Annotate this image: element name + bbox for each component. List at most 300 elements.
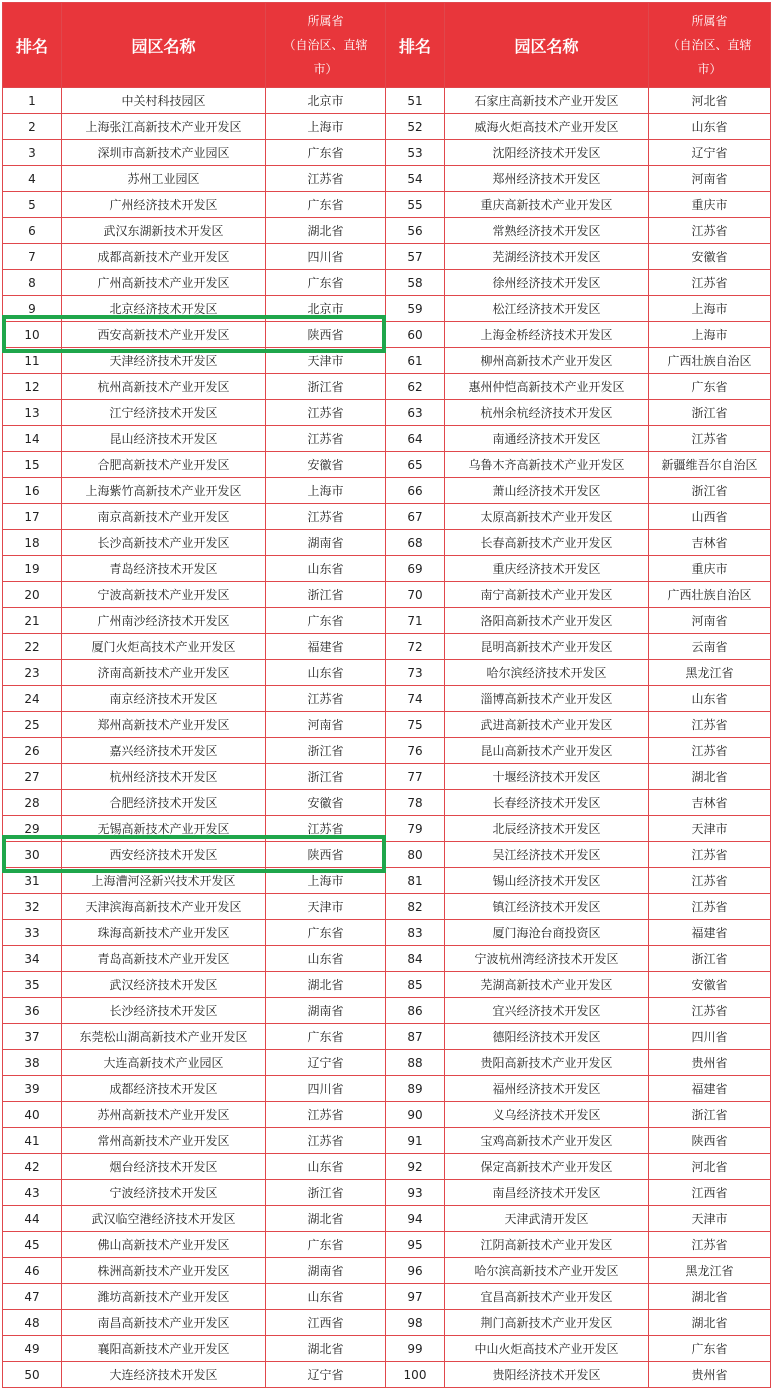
province-cell: 福建省 [266,634,386,660]
rank-cell: 7 [3,244,62,270]
park-name-cell: 西安高新技术产业开发区 [62,322,266,348]
rank-cell: 59 [386,296,445,322]
rank-cell: 9 [3,296,62,322]
header-row [3,3,771,88]
park-name-cell: 西安经济技术开发区 [62,842,266,868]
table-row [3,218,771,244]
province-cell: 浙江省 [266,374,386,400]
table-row [3,1362,771,1388]
park-name-cell: 重庆高新技术产业开发区 [445,192,649,218]
rank-cell: 22 [3,634,62,660]
rank-cell: 35 [3,972,62,998]
rank-cell: 80 [386,842,445,868]
park-name-cell: 南京经济技术开发区 [62,686,266,712]
park-name-cell: 广州高新技术产业开发区 [62,270,266,296]
province-cell: 浙江省 [266,764,386,790]
rank-cell: 90 [386,1102,445,1128]
province-cell: 广东省 [649,1336,771,1362]
rank-cell: 94 [386,1206,445,1232]
rank-cell: 52 [386,114,445,140]
rank-cell: 38 [3,1050,62,1076]
park-name-cell: 常熟经济技术开发区 [445,218,649,244]
park-name-cell: 宁波经济技术开发区 [62,1180,266,1206]
table-row [3,946,771,972]
header-province-left [266,3,386,88]
header-rank-left: 排名 [3,3,62,88]
park-name-cell: 苏州工业园区 [62,166,266,192]
province-cell: 陕西省 [266,322,386,348]
park-name-cell: 荆门高新技术产业开发区 [445,1310,649,1336]
rank-cell: 26 [3,738,62,764]
park-name-cell: 武汉东湖新技术开发区 [62,218,266,244]
rank-cell: 91 [386,1128,445,1154]
table-row [3,88,771,114]
park-name-cell: 哈尔滨经济技术开发区 [445,660,649,686]
table-row [3,998,771,1024]
province-cell: 河南省 [649,608,771,634]
park-name-cell: 萧山经济技术开发区 [445,478,649,504]
park-name-cell: 襄阳高新技术产业开发区 [62,1336,266,1362]
province-cell: 山东省 [649,114,771,140]
rank-cell: 28 [3,790,62,816]
province-cell: 天津市 [649,1206,771,1232]
rank-cell: 95 [386,1232,445,1258]
park-name-cell: 成都高新技术产业开发区 [62,244,266,270]
park-name-cell: 上海漕河泾新兴技术开发区 [62,868,266,894]
ranking-table-container [2,2,770,1388]
park-name-cell: 珠海高新技术产业开发区 [62,920,266,946]
rank-cell: 66 [386,478,445,504]
province-cell: 江苏省 [266,400,386,426]
rank-cell: 3 [3,140,62,166]
park-name-cell: 天津经济技术开发区 [62,348,266,374]
rank-cell: 78 [386,790,445,816]
park-name-cell: 松江经济技术开发区 [445,296,649,322]
rank-cell: 56 [386,218,445,244]
park-name-cell: 杭州经济技术开发区 [62,764,266,790]
province-cell: 江苏省 [649,270,771,296]
table-row [3,400,771,426]
table-row [3,322,771,348]
table-row [3,790,771,816]
province-cell: 湖北省 [649,1310,771,1336]
park-name-cell: 宁波高新技术产业开发区 [62,582,266,608]
province-cell: 浙江省 [266,582,386,608]
province-cell: 四川省 [649,1024,771,1050]
province-cell: 天津市 [266,894,386,920]
table-row [3,1128,771,1154]
header-province-line3: 市） [313,62,338,76]
rank-cell: 54 [386,166,445,192]
province-cell: 上海市 [649,296,771,322]
park-name-cell: 十堰经济技术开发区 [445,764,649,790]
rank-cell: 67 [386,504,445,530]
province-cell: 江苏省 [266,686,386,712]
rank-cell: 25 [3,712,62,738]
table-row [3,894,771,920]
province-cell: 福建省 [649,920,771,946]
rank-cell: 31 [3,868,62,894]
province-cell: 广东省 [649,374,771,400]
table-row [3,1258,771,1284]
rank-cell: 99 [386,1336,445,1362]
province-cell: 吉林省 [649,530,771,556]
park-name-cell: 石家庄高新技术产业开发区 [445,88,649,114]
province-cell: 江苏省 [649,218,771,244]
rank-cell: 16 [3,478,62,504]
park-name-cell: 哈尔滨高新技术产业开发区 [445,1258,649,1284]
park-name-cell: 大连高新技术产业园区 [62,1050,266,1076]
rank-cell: 88 [386,1050,445,1076]
table-row [3,166,771,192]
province-cell: 云南省 [649,634,771,660]
table-row [3,270,771,296]
park-name-cell: 中关村科技园区 [62,88,266,114]
park-name-cell: 大连经济技术开发区 [62,1362,266,1388]
rank-cell: 70 [386,582,445,608]
rank-cell: 81 [386,868,445,894]
rank-cell: 33 [3,920,62,946]
park-name-cell: 烟台经济技术开发区 [62,1154,266,1180]
province-cell: 山西省 [649,504,771,530]
province-cell: 福建省 [649,1076,771,1102]
table-row [3,530,771,556]
province-cell: 江苏省 [266,504,386,530]
province-cell: 浙江省 [649,1102,771,1128]
province-cell: 陕西省 [649,1128,771,1154]
park-name-cell: 武进高新技术产业开发区 [445,712,649,738]
park-name-cell: 济南高新技术产业开发区 [62,660,266,686]
table-row [3,426,771,452]
table-row [3,296,771,322]
rank-cell: 72 [386,634,445,660]
park-name-cell: 德阳经济技术开发区 [445,1024,649,1050]
province-cell: 浙江省 [266,738,386,764]
province-cell: 广东省 [266,192,386,218]
rank-cell: 49 [3,1336,62,1362]
province-cell: 四川省 [266,244,386,270]
table-row [3,634,771,660]
rank-cell: 13 [3,400,62,426]
table-row [3,1102,771,1128]
table-row [3,192,771,218]
table-row [3,1154,771,1180]
table-row [3,1206,771,1232]
province-cell: 湖南省 [266,1258,386,1284]
park-name-cell: 杭州高新技术产业开发区 [62,374,266,400]
park-name-cell: 贵阳高新技术产业开发区 [445,1050,649,1076]
park-name-cell: 成都经济技术开发区 [62,1076,266,1102]
rank-cell: 39 [3,1076,62,1102]
rank-cell: 87 [386,1024,445,1050]
province-cell: 黑龙江省 [649,660,771,686]
park-name-cell: 江宁经济技术开发区 [62,400,266,426]
park-name-cell: 厦门火炬高技术产业开发区 [62,634,266,660]
park-name-cell: 淄博高新技术产业开发区 [445,686,649,712]
table-row [3,1050,771,1076]
rank-cell: 5 [3,192,62,218]
park-name-cell: 杭州余杭经济技术开发区 [445,400,649,426]
province-cell: 江苏省 [649,426,771,452]
rank-cell: 65 [386,452,445,478]
park-name-cell: 南昌高新技术产业开发区 [62,1310,266,1336]
table-row [3,608,771,634]
table-row [3,582,771,608]
province-cell: 湖北省 [649,764,771,790]
province-cell: 上海市 [266,868,386,894]
province-cell: 湖北省 [266,972,386,998]
rank-cell: 58 [386,270,445,296]
province-cell: 浙江省 [266,1180,386,1206]
park-name-cell: 合肥经济技术开发区 [62,790,266,816]
rank-cell: 98 [386,1310,445,1336]
park-name-cell: 太原高新技术产业开发区 [445,504,649,530]
table-row [3,556,771,582]
province-cell: 山东省 [266,946,386,972]
rank-cell: 85 [386,972,445,998]
table-row [3,764,771,790]
province-cell: 浙江省 [649,946,771,972]
province-cell: 辽宁省 [266,1362,386,1388]
park-name-cell: 武汉经济技术开发区 [62,972,266,998]
province-cell: 辽宁省 [266,1050,386,1076]
park-name-cell: 吴江经济技术开发区 [445,842,649,868]
rank-cell: 77 [386,764,445,790]
table-row [3,686,771,712]
province-cell: 河南省 [266,712,386,738]
rank-cell: 19 [3,556,62,582]
rank-cell: 32 [3,894,62,920]
park-name-cell: 青岛经济技术开发区 [62,556,266,582]
province-cell: 山东省 [266,1284,386,1310]
province-cell: 新疆维吾尔自治区 [649,452,771,478]
rank-cell: 30 [3,842,62,868]
province-cell: 江苏省 [266,426,386,452]
rank-cell: 86 [386,998,445,1024]
header-province-line2: （自治区、直辖 [667,38,752,52]
rank-cell: 93 [386,1180,445,1206]
rank-cell: 41 [3,1128,62,1154]
park-name-cell: 惠州仲恺高新技术产业开发区 [445,374,649,400]
park-name-cell: 苏州高新技术产业开发区 [62,1102,266,1128]
park-name-cell: 沈阳经济技术开发区 [445,140,649,166]
rank-cell: 55 [386,192,445,218]
park-name-cell: 昆明高新技术产业开发区 [445,634,649,660]
header-province-line1: 所属省 [691,14,728,28]
rank-cell: 83 [386,920,445,946]
rank-cell: 44 [3,1206,62,1232]
park-name-cell: 徐州经济技术开发区 [445,270,649,296]
province-cell: 江西省 [266,1310,386,1336]
table-row [3,504,771,530]
rank-cell: 23 [3,660,62,686]
rank-cell: 15 [3,452,62,478]
rank-cell: 37 [3,1024,62,1050]
province-cell: 江苏省 [649,998,771,1024]
table-row [3,972,771,998]
rank-cell: 12 [3,374,62,400]
province-cell: 浙江省 [649,478,771,504]
rank-cell: 71 [386,608,445,634]
rank-cell: 64 [386,426,445,452]
table-row [3,1076,771,1102]
province-cell: 河北省 [649,1154,771,1180]
park-name-cell: 镇江经济技术开发区 [445,894,649,920]
park-name-cell: 佛山高新技术产业开发区 [62,1232,266,1258]
province-cell: 安徽省 [266,790,386,816]
province-cell: 广东省 [266,920,386,946]
rank-cell: 96 [386,1258,445,1284]
park-name-cell: 中山火炬高技术产业开发区 [445,1336,649,1362]
table-row [3,842,771,868]
park-name-cell: 青岛高新技术产业开发区 [62,946,266,972]
province-cell: 湖南省 [266,998,386,1024]
park-name-cell: 保定高新技术产业开发区 [445,1154,649,1180]
province-cell: 江苏省 [266,166,386,192]
park-name-cell: 嘉兴经济技术开发区 [62,738,266,764]
province-cell: 江苏省 [649,712,771,738]
rank-cell: 1 [3,88,62,114]
province-cell: 山东省 [649,686,771,712]
park-name-cell: 锡山经济技术开发区 [445,868,649,894]
rank-cell: 40 [3,1102,62,1128]
rank-cell: 79 [386,816,445,842]
province-cell: 广东省 [266,1024,386,1050]
table-row [3,1284,771,1310]
province-cell: 江苏省 [649,868,771,894]
park-name-cell: 天津滨海高新技术产业开发区 [62,894,266,920]
park-name-cell: 株洲高新技术产业开发区 [62,1258,266,1284]
rank-cell: 46 [3,1258,62,1284]
table-row [3,140,771,166]
park-name-cell: 广州南沙经济技术开发区 [62,608,266,634]
province-cell: 湖北省 [649,1284,771,1310]
province-cell: 广东省 [266,270,386,296]
province-cell: 江苏省 [649,894,771,920]
table-row [3,244,771,270]
province-cell: 上海市 [649,322,771,348]
park-name-cell: 武汉临空港经济技术开发区 [62,1206,266,1232]
province-cell: 湖北省 [266,1206,386,1232]
park-name-cell: 柳州高新技术产业开发区 [445,348,649,374]
park-name-cell: 无锡高新技术产业开发区 [62,816,266,842]
rank-cell: 92 [386,1154,445,1180]
province-cell: 山东省 [266,660,386,686]
park-name-cell: 常州高新技术产业开发区 [62,1128,266,1154]
park-name-cell: 南昌经济技术开发区 [445,1180,649,1206]
park-name-cell: 合肥高新技术产业开发区 [62,452,266,478]
province-cell: 江苏省 [649,738,771,764]
rank-cell: 17 [3,504,62,530]
park-name-cell: 广州经济技术开发区 [62,192,266,218]
park-name-cell: 上海金桥经济技术开发区 [445,322,649,348]
rank-cell: 48 [3,1310,62,1336]
header-province-right [649,3,771,88]
rank-cell: 4 [3,166,62,192]
table-row [3,712,771,738]
rank-cell: 97 [386,1284,445,1310]
province-cell: 贵州省 [649,1362,771,1388]
province-cell: 江苏省 [649,842,771,868]
province-cell: 安徽省 [649,972,771,998]
rank-cell: 82 [386,894,445,920]
park-name-cell: 义乌经济技术开发区 [445,1102,649,1128]
province-cell: 贵州省 [649,1050,771,1076]
rank-cell: 74 [386,686,445,712]
province-cell: 广东省 [266,608,386,634]
province-cell: 北京市 [266,88,386,114]
park-name-cell: 潍坊高新技术产业开发区 [62,1284,266,1310]
rank-cell: 69 [386,556,445,582]
table-row [3,660,771,686]
park-name-cell: 威海火炬高技术产业开发区 [445,114,649,140]
province-cell: 广东省 [266,1232,386,1258]
rank-cell: 89 [386,1076,445,1102]
rank-cell: 61 [386,348,445,374]
park-name-cell: 南宁高新技术产业开发区 [445,582,649,608]
park-name-cell: 贵阳经济技术开发区 [445,1362,649,1388]
table-row [3,348,771,374]
table-row [3,920,771,946]
rank-cell: 8 [3,270,62,296]
province-cell: 江苏省 [266,1128,386,1154]
province-cell: 重庆市 [649,556,771,582]
province-cell: 吉林省 [649,790,771,816]
province-cell: 安徽省 [266,452,386,478]
table-row [3,1336,771,1362]
table-body [3,88,771,1388]
rank-cell: 51 [386,88,445,114]
province-cell: 江苏省 [649,1232,771,1258]
province-cell: 湖北省 [266,218,386,244]
rank-cell: 84 [386,946,445,972]
province-cell: 四川省 [266,1076,386,1102]
province-cell: 陕西省 [266,842,386,868]
province-cell: 河南省 [649,166,771,192]
header-province-line3: 市） [697,62,722,76]
park-name-cell: 长沙高新技术产业开发区 [62,530,266,556]
rank-cell: 53 [386,140,445,166]
province-cell: 重庆市 [649,192,771,218]
table-row [3,374,771,400]
table-row [3,1180,771,1206]
park-name-cell: 宝鸡高新技术产业开发区 [445,1128,649,1154]
province-cell: 北京市 [266,296,386,322]
province-cell: 江西省 [649,1180,771,1206]
rank-cell: 18 [3,530,62,556]
province-cell: 天津市 [266,348,386,374]
province-cell: 湖北省 [266,1336,386,1362]
park-ranking-table [2,2,771,1388]
province-cell: 浙江省 [649,400,771,426]
park-name-cell: 厦门海沧台商投资区 [445,920,649,946]
province-cell: 天津市 [649,816,771,842]
table-row [3,738,771,764]
rank-cell: 76 [386,738,445,764]
rank-cell: 45 [3,1232,62,1258]
park-name-cell: 乌鲁木齐高新技术产业开发区 [445,452,649,478]
province-cell: 安徽省 [649,244,771,270]
park-name-cell: 洛阳高新技术产业开发区 [445,608,649,634]
park-name-cell: 芜湖经济技术开发区 [445,244,649,270]
park-name-cell: 南通经济技术开发区 [445,426,649,452]
park-name-cell: 郑州高新技术产业开发区 [62,712,266,738]
province-cell: 广东省 [266,140,386,166]
header-rank-right: 排名 [386,3,445,88]
park-name-cell: 昆山经济技术开发区 [62,426,266,452]
rank-cell: 47 [3,1284,62,1310]
park-name-cell: 芜湖高新技术产业开发区 [445,972,649,998]
